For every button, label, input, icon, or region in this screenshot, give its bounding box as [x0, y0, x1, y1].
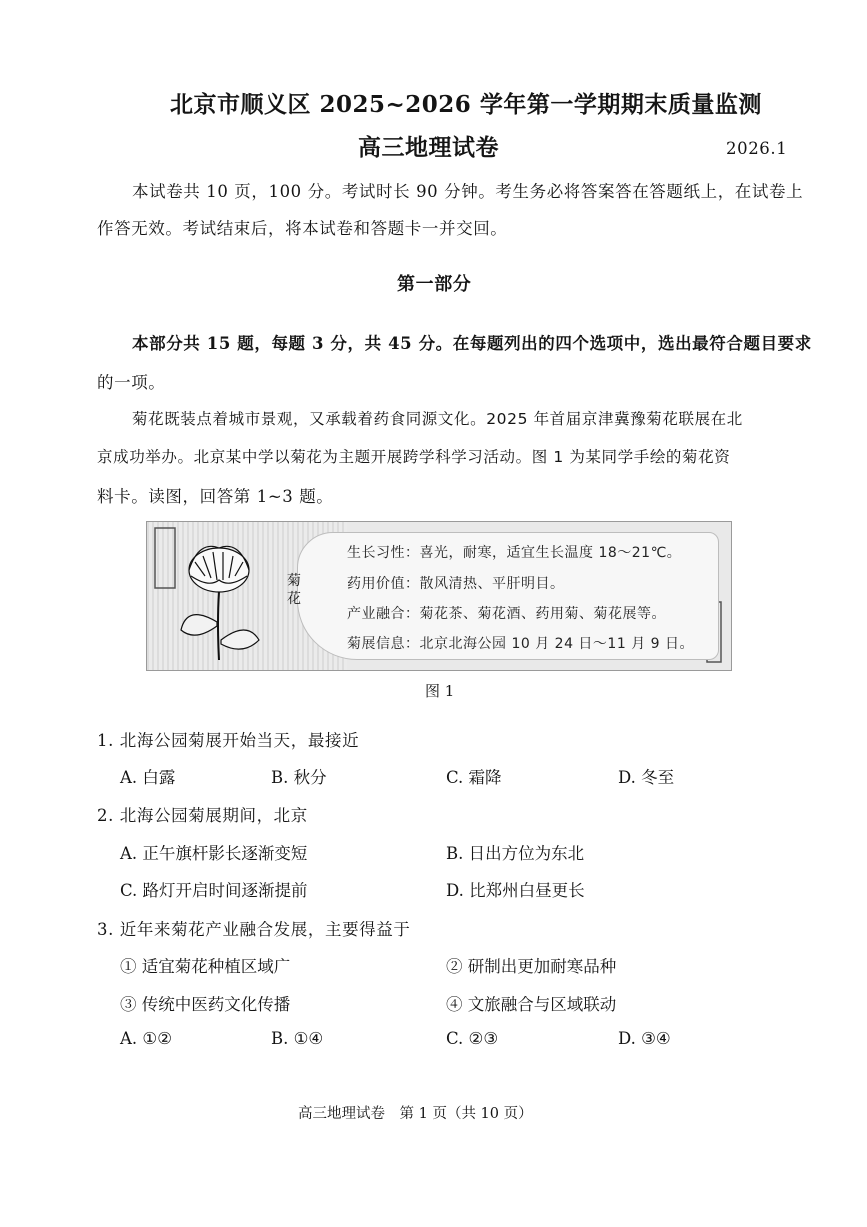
question-1-stem: 1. 北海公园菊展开始当天，最接近: [97, 731, 360, 750]
passage-line-1: 菊花既装点着城市景观，又承载着药食同源文化。2025 年首届京津冀豫菊花联展在北: [132, 410, 743, 428]
question-1-option-d[interactable]: D. 冬至: [618, 768, 675, 787]
question-2-option-b[interactable]: B. 日出方位为东北: [446, 844, 585, 863]
instructions-line-2: 作答无效。考试结束后，将本试卷和答题卡一并交回。: [97, 219, 508, 238]
card-line-medicinal: 药用价值：散风清热、平肝明目。: [347, 576, 565, 592]
part-desc-line-2: 的一项。: [97, 373, 166, 392]
question-1-option-c[interactable]: C. 霜降: [446, 768, 502, 787]
exam-title: 北京市顺义区 2025~2026 学年第一学期期末质量监测: [170, 91, 762, 118]
instructions-line-1: 本试卷共 10 页，100 分。考试时长 90 分钟。考生务必将答案答在答题纸上，在试卷上: [132, 182, 804, 201]
figure-caption: 图 1: [425, 682, 455, 700]
passage-line-3: 料卡。读图，回答第 1~3 题。: [97, 487, 334, 506]
page-footer: 高三地理试卷 第 1 页（共 10 页）: [298, 1106, 533, 1122]
question-3-option-d[interactable]: D. ③④: [618, 1029, 671, 1048]
exam-date: 2026.1: [726, 139, 788, 158]
question-2-stem: 2. 北海公园菊展期间，北京: [97, 806, 308, 825]
frame-mark-icon: [155, 528, 175, 588]
question-1-option-a[interactable]: A. 白露: [120, 768, 176, 787]
card-line-exhibition: 菊展信息：北京北海公园 10 月 24 日～11 月 9 日。: [347, 636, 695, 652]
part-heading: 第一部分: [397, 274, 472, 295]
flower-icon: [189, 546, 249, 592]
question-3-item-4: ④ 文旅融合与区域联动: [446, 995, 617, 1014]
part-desc-line-1: 本部分共 15 题，每题 3 分，共 45 分。在每题列出的四个选项中，选出最符合题目要求: [132, 334, 812, 353]
question-3-stem: 3. 近年来菊花产业融合发展，主要得益于: [97, 920, 411, 939]
question-3-option-b[interactable]: B. ①④: [271, 1029, 324, 1048]
question-3-item-2: ② 研制出更加耐寒品种: [446, 957, 617, 976]
question-2-option-a[interactable]: A. 正午旗杆影长逐渐变短: [120, 844, 308, 863]
passage-line-2: 京成功举办。北京某中学以菊花为主题开展跨学科学习活动。图 1 为某同学手绘的菊花资: [97, 448, 731, 466]
question-2-option-c[interactable]: C. 路灯开启时间逐渐提前: [120, 881, 308, 900]
card-line-industry: 产业融合：菊花茶、菊花酒、药用菊、菊花展等。: [347, 606, 666, 622]
card-line-growth: 生长习性：喜光，耐寒，适宜生长温度 18～21℃。: [347, 545, 682, 561]
card-side-label: 菊花: [287, 573, 301, 607]
leaf-icon: [181, 615, 217, 636]
question-3-item-3: ③ 传统中医药文化传播: [120, 995, 291, 1014]
flower-stem-icon: [218, 592, 219, 660]
question-1-option-b[interactable]: B. 秋分: [271, 768, 327, 787]
chrysanthemum-info-card: [146, 521, 732, 671]
question-2-option-d[interactable]: D. 比郑州白昼更长: [446, 881, 585, 900]
question-3-option-a[interactable]: A. ①②: [120, 1029, 172, 1048]
question-3-option-c[interactable]: C. ②③: [446, 1029, 499, 1048]
subject-title: 高三地理试卷: [358, 134, 499, 161]
question-3-item-1: ① 适宜菊花种植区域广: [120, 957, 291, 976]
leaf-icon: [221, 630, 259, 649]
